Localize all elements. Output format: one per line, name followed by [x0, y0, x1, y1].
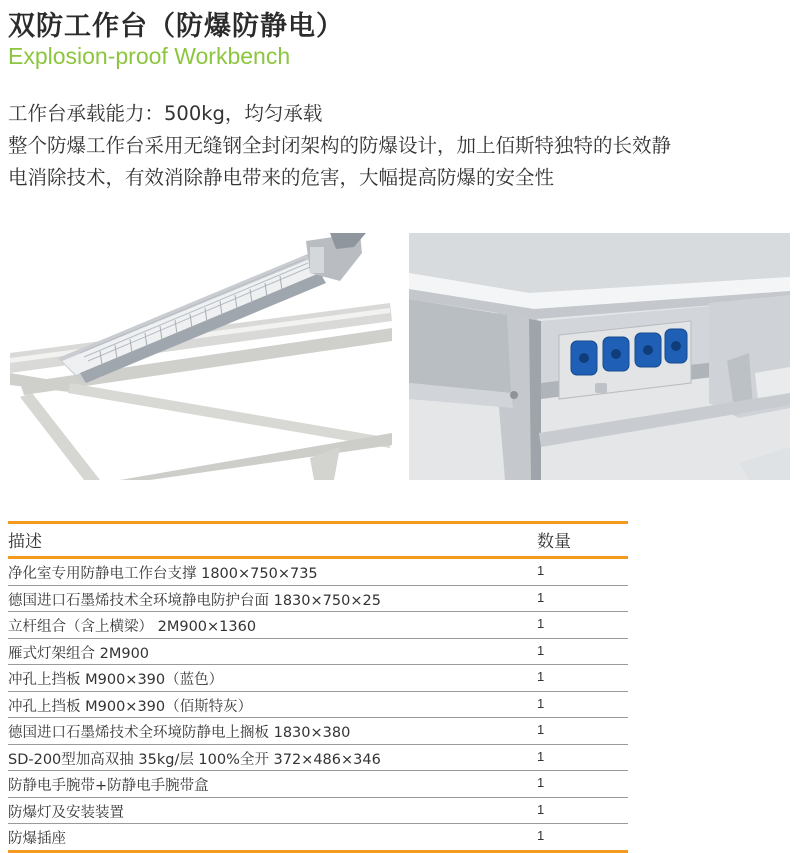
row-quantity: 1 — [537, 801, 545, 817]
row-description: 冲孔上挡板 M900×390（蓝色） — [8, 672, 224, 688]
row-description: 立杆组合（含上横梁） 2M900×1360 — [8, 619, 257, 635]
row-quantity: 1 — [537, 722, 545, 737]
table-row — [8, 665, 628, 692]
column-divider — [532, 692, 533, 718]
row-description: 德国进口石墨烯技术全环境静电防护台面 1830×750×25 — [8, 592, 381, 609]
row-quantity: 1 — [537, 775, 545, 790]
table-row — [8, 612, 628, 639]
description-line: 整个防爆工作台采用无缝钢全封闭架构的防爆设计，加上佰斯特独特的长效静 — [8, 134, 672, 157]
row-description: 防爆插座 — [8, 831, 66, 847]
column-divider — [532, 718, 533, 744]
row-description: SD-200型加高双抽 35kg/层 100%全开 372×486×346 — [8, 751, 381, 768]
column-divider — [532, 824, 533, 850]
table-row — [8, 771, 628, 798]
table-row — [8, 798, 628, 825]
row-quantity: 1 — [537, 589, 545, 605]
row-quantity: 1 — [537, 616, 545, 631]
column-divider — [532, 559, 533, 585]
row-description: 净化室专用防静电工作台支撑 1800×750×735 — [8, 566, 318, 582]
column-divider — [532, 612, 533, 638]
table-header — [8, 521, 628, 559]
row-quantity: 1 — [537, 748, 545, 764]
column-divider — [532, 524, 533, 556]
table-row — [8, 692, 628, 719]
table-row — [8, 639, 628, 666]
parts-table — [8, 521, 628, 853]
workbench-socket-photo — [409, 233, 790, 480]
column-divider — [532, 798, 533, 824]
page-title: 双防工作台（防爆防静电） — [8, 11, 344, 42]
row-quantity: 1 — [537, 642, 545, 658]
explosion-proof-light-photo — [10, 233, 392, 480]
table-row — [8, 745, 628, 772]
description-line: 电消除技术，有效消除静电带来的危害，大幅提高防爆的安全性 — [8, 166, 555, 189]
column-header-quantity: 数量 — [537, 532, 571, 552]
row-description: 防静电手腕带+防静电手腕带盒 — [8, 778, 209, 794]
row-quantity: 1 — [537, 563, 545, 578]
column-divider — [532, 745, 533, 771]
column-header-description: 描述 — [8, 532, 42, 552]
table-body — [8, 559, 628, 853]
table-row — [8, 586, 628, 613]
row-quantity: 1 — [537, 669, 545, 684]
description-line: 工作台承载能力：500kg，均匀承载 — [8, 102, 323, 125]
row-quantity: 1 — [537, 695, 545, 711]
column-divider — [532, 771, 533, 797]
column-divider — [532, 665, 533, 691]
row-description: 德国进口石墨烯技术全环境防静电上搁板 1830×380 — [8, 725, 351, 741]
column-divider — [532, 639, 533, 665]
page-subtitle: Explosion-proof Workbench — [8, 43, 291, 69]
description-block — [8, 98, 798, 194]
column-divider — [532, 586, 533, 612]
table-row — [8, 824, 628, 853]
table-row — [8, 718, 628, 745]
row-description: 雁式灯架组合 2M900 — [8, 645, 150, 662]
table-row — [8, 559, 628, 586]
row-quantity: 1 — [537, 828, 545, 843]
row-description: 防爆灯及安装装置 — [8, 804, 124, 821]
row-description: 冲孔上挡板 M900×390（佰斯特灰） — [8, 698, 253, 715]
